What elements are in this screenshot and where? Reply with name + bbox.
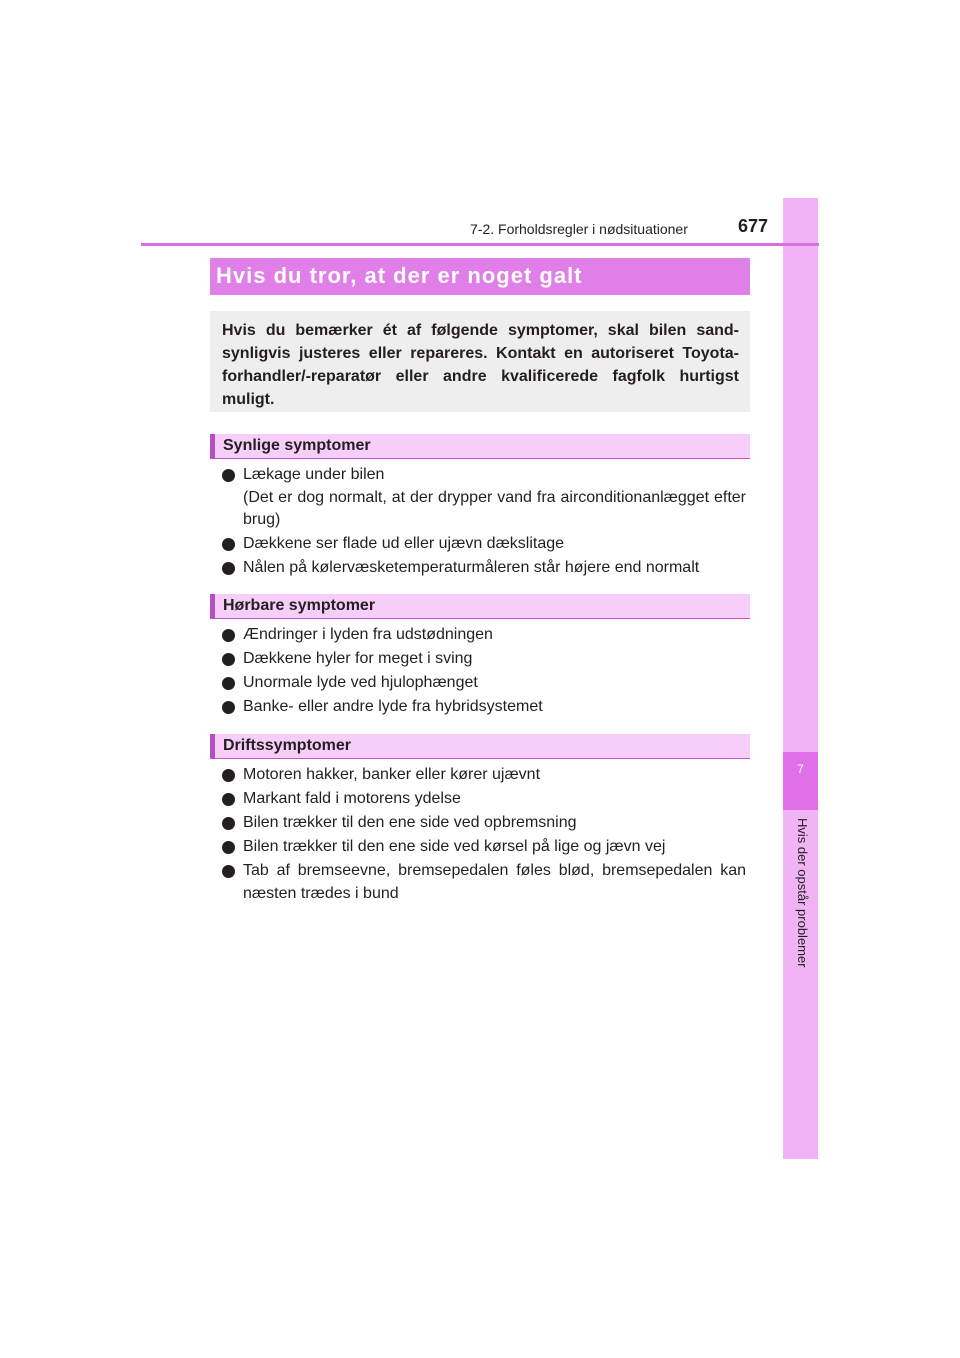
list-item-text: Tab af bremseevne, bremsepedalen føles blød, bremsepedalen kan næsten trædes i bund — [243, 862, 746, 902]
section-heading-audible — [210, 594, 750, 619]
list-item — [222, 533, 746, 556]
page-title: Hvis du tror, at der er noget galt — [216, 263, 583, 288]
list-item — [222, 812, 746, 835]
list-item-text: Bilen trækker til den ene side ved kørsel på lige og jævn vej — [243, 838, 666, 855]
bullet-icon — [222, 769, 235, 782]
header-divider — [141, 243, 819, 246]
list-item — [222, 464, 746, 532]
side-chapter-marker — [783, 752, 818, 810]
list-item-text: Dækkene ser flade ud eller ujævn dækslitage — [243, 535, 565, 552]
list-item-text: Banke- eller andre lyde fra hybridsystemet — [243, 698, 543, 715]
list-item-text: Unormale lyde ved hjulophænget — [243, 674, 478, 691]
list-item — [222, 860, 746, 905]
bullet-icon — [222, 538, 235, 551]
section-accent — [210, 734, 215, 758]
operation-symptoms-list — [222, 764, 746, 907]
audible-symptoms-list — [222, 624, 746, 720]
list-item-text: Lækage under bilen — [243, 466, 385, 483]
section-accent — [210, 594, 215, 618]
bullet-icon — [222, 841, 235, 854]
bullet-icon — [222, 653, 235, 666]
bullet-icon — [222, 469, 235, 482]
section-accent — [210, 434, 215, 458]
section-heading-visible — [210, 434, 750, 459]
chapter-title: Hvis der opstår problemer — [795, 818, 810, 968]
side-chapter-tab — [783, 198, 818, 1159]
page-number: 677 — [738, 216, 769, 236]
section-heading-label: Hørbare symptomer — [223, 597, 376, 614]
bullet-icon — [222, 629, 235, 642]
list-item — [222, 836, 746, 859]
list-item — [222, 764, 746, 787]
bullet-icon — [222, 865, 235, 878]
intro-box — [210, 311, 750, 412]
section-heading-operation — [210, 734, 750, 759]
list-item-text: Dækkene hyler for meget i sving — [243, 650, 473, 667]
section-heading-label: Driftssymptomer — [223, 737, 352, 754]
list-item-text: Ændringer i lyden fra udstødningen — [243, 626, 493, 643]
bullet-icon — [222, 562, 235, 575]
list-item-text: Nålen på kølervæsketemperaturmåleren står højere end normalt — [243, 559, 700, 576]
bullet-icon — [222, 677, 235, 690]
bullet-icon — [222, 701, 235, 714]
list-item-text: Markant fald i motorens ydelse — [243, 790, 461, 807]
bullet-icon — [222, 793, 235, 806]
list-item-text: Motoren hakker, banker eller kører ujævnt — [243, 766, 541, 783]
list-item — [222, 696, 746, 719]
list-item-note: (Det er dog normalt, at der drypper vand fra airconditionanlægget efter brug) — [243, 488, 746, 528]
list-item — [222, 672, 746, 695]
section-reference: 7-2. Forholdsregler i nødsituationer — [470, 221, 688, 237]
intro-text: Hvis du bemærker ét af følgende symptomer, skal bilen sand-synligvis justeres eller repareres. Kontakt en autoriseret Toyota-forhandler/-reparatør eller andre kvalificerede fagfolk hurtigst muligt. — [222, 322, 739, 408]
list-item — [222, 648, 746, 671]
list-item — [222, 557, 746, 580]
visible-symptoms-list — [222, 464, 746, 581]
list-item-text: Bilen trækker til den ene side ved opbremsning — [243, 814, 577, 831]
list-item — [222, 788, 746, 811]
chapter-number: 7 — [797, 762, 804, 776]
bullet-icon — [222, 817, 235, 830]
section-heading-label: Synlige symptomer — [223, 437, 371, 454]
page-title-bar — [210, 258, 750, 295]
list-item — [222, 624, 746, 647]
